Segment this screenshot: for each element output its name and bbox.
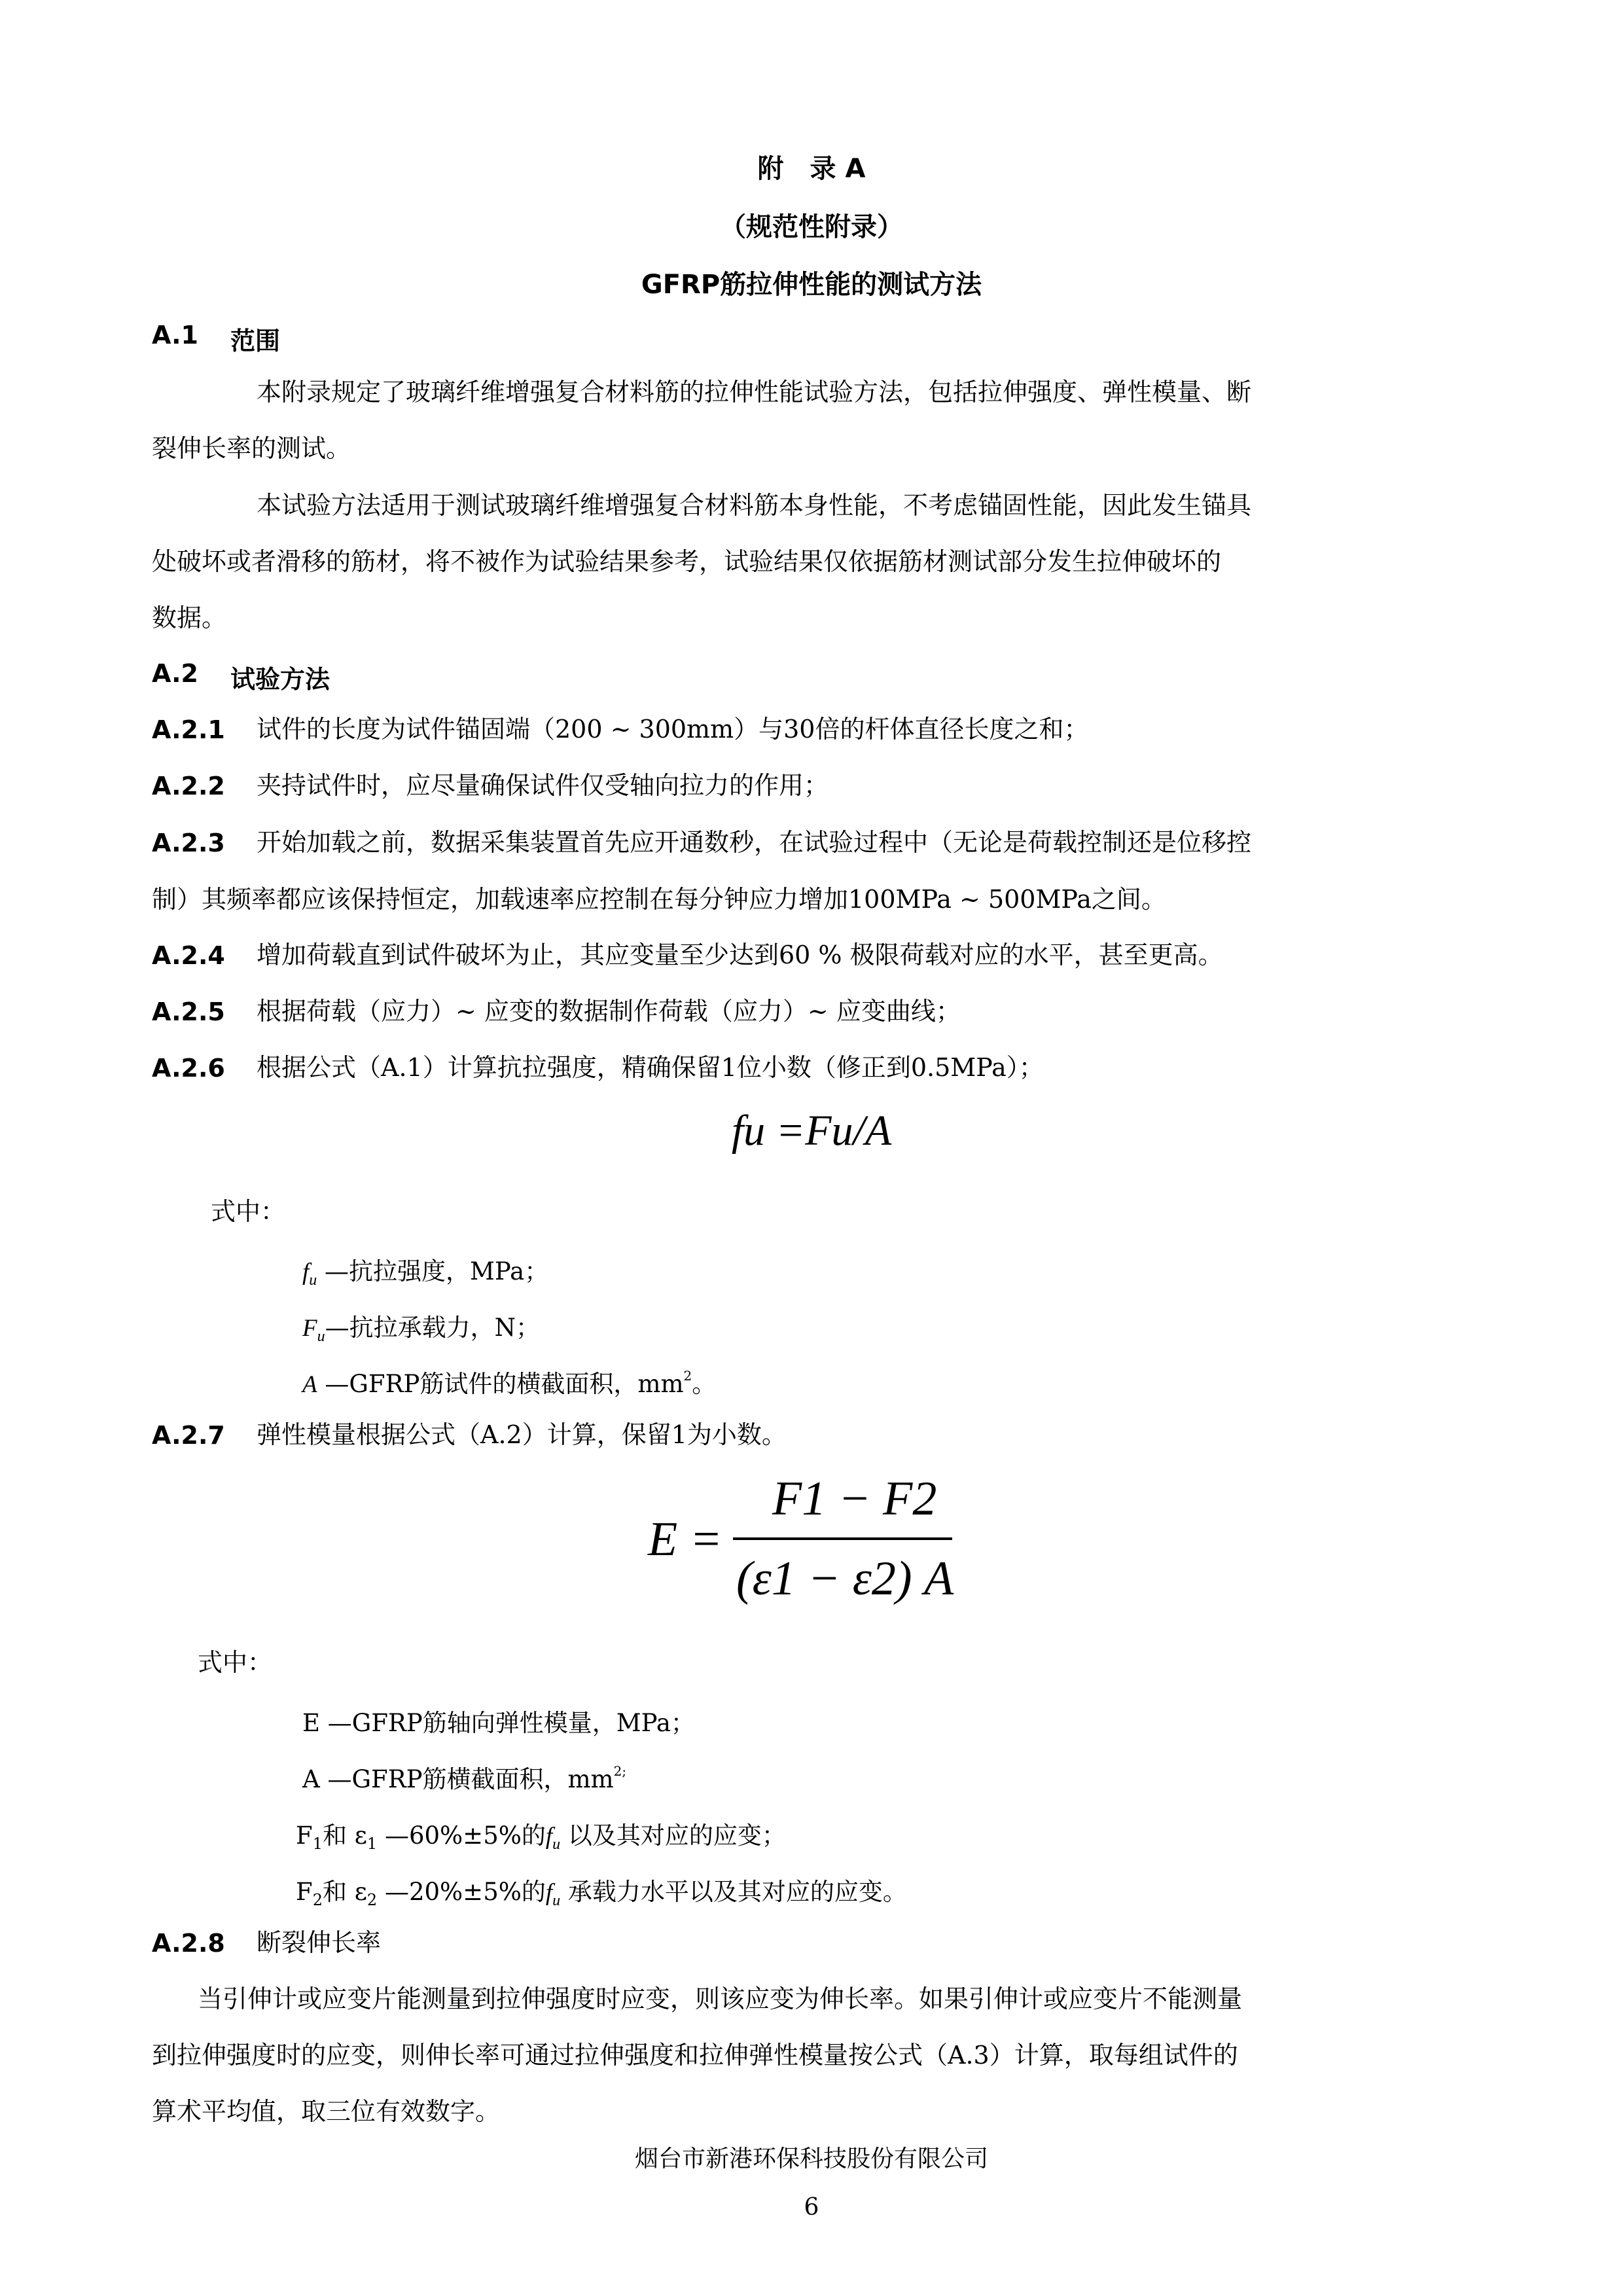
a1-paragraph1-line1: 本附录规定了玻璃纤维增强复合材料筋的拉伸性能试验方法，包括拉伸强度、弹性模量、断 <box>257 378 1252 406</box>
where-label: 式中： <box>211 1197 286 1226</box>
definition-text: —20%±5%的 <box>377 1878 546 1906</box>
section-heading-a2: 试验方法 <box>230 665 330 694</box>
symbol: F <box>296 1821 313 1850</box>
clause-text: 弹性模量根据公式（A.2）计算，保留1为小数。 <box>257 1420 787 1449</box>
section-number-a2: A.2 <box>152 659 198 688</box>
clause-text-continued: 制）其频率都应该保持恒定，加载速率应控制在每分钟应力增加100MPa ~ 500MPa之间。 <box>152 885 1166 914</box>
clause-text: 夹持试件时，应尽量确保试件仅受轴向拉力的作用； <box>257 771 829 800</box>
a1-paragraph2-line2: 处破坏或者滑移的筋材，将不被作为试验结果参考，试验结果仅依据筋材测试部分发生拉伸破坏的 <box>152 547 1222 576</box>
clause-text: 根据荷载（应力）~ 应变的数据制作荷载（应力）~ 应变曲线； <box>257 997 961 1026</box>
symbol: f <box>545 1823 553 1850</box>
where-label: 式中： <box>198 1648 273 1677</box>
subscript: 1 <box>366 1835 378 1853</box>
definition-tail: 。 <box>692 1370 717 1398</box>
footer-company: 烟台市新港环保科技股份有限公司 <box>634 2145 988 2172</box>
clause-number: A.2.6 <box>152 1054 225 1083</box>
definition-text: —GFRP筋试件的横截面积，mm <box>325 1370 684 1398</box>
symbol: f <box>545 1879 553 1906</box>
definition-text: —抗拉强度，MPa； <box>325 1257 549 1285</box>
definition-A <box>302 1364 716 1399</box>
a1-paragraph1-line2: 裂伸长率的测试。 <box>152 434 351 463</box>
definition-F1-e1 <box>296 1816 786 1854</box>
appendix-label: 附 录 A <box>757 154 866 184</box>
symbol: 和 ε <box>322 1878 367 1906</box>
superscript: 2; <box>613 1763 627 1779</box>
clause-number: A.2.3 <box>152 829 225 857</box>
page-number: 6 <box>804 2194 819 2221</box>
clause-text: 开始加载之前，数据采集装置首先应开通数秒，在试验过程中（无论是荷载控制还是位移控 <box>257 828 1252 857</box>
definition-Fu <box>302 1308 540 1346</box>
definition-F2-e2 <box>296 1872 907 1910</box>
definition-text: 以及其对应的应变； <box>560 1821 786 1850</box>
definition-text: —60%±5%的 <box>377 1821 546 1850</box>
clause-number: A.2.5 <box>152 997 225 1026</box>
symbol: F <box>302 1315 317 1342</box>
clause-number: A.2.4 <box>152 941 225 970</box>
subscript: u <box>552 1892 561 1909</box>
formula-tensile-strength: fu =Fu/A <box>731 1107 892 1155</box>
subscript: 2 <box>366 1891 378 1909</box>
clause-number: A.2.1 <box>152 715 225 744</box>
a1-paragraph2-line3: 数据。 <box>152 603 227 632</box>
superscript: 2 <box>683 1368 692 1384</box>
definition-text: A —GFRP筋横截面积，mm <box>302 1765 614 1793</box>
document-title: GFRP筋拉伸性能的测试方法 <box>641 270 982 300</box>
clause-text: 断裂伸长率 <box>257 1928 382 1957</box>
a1-paragraph2-line1: 本试验方法适用于测试玻璃纤维增强复合材料筋本身性能，不考虑锚固性能，因此发生锚具 <box>257 491 1252 520</box>
formula-numerator: F1 − F2 <box>772 1472 937 1526</box>
symbol: F <box>296 1878 313 1906</box>
a28-paragraph-line1: 当引伸计或应变片能测量到拉伸强度时应变，则该应变为伸长率。如果引伸计或应变片不能测量 <box>198 1984 1243 2013</box>
formula-lhs: E = <box>648 1513 722 1566</box>
a28-paragraph-line2: 到拉伸强度时的应变，则伸长率可通过拉伸强度和拉伸弹性模量按公式（A.3）计算，取每组试件的 <box>152 2041 1238 2070</box>
formula-denominator: (ε1 − ε2) A <box>736 1552 954 1605</box>
subscript: u <box>552 1836 561 1853</box>
definition-text: —抗拉承载力，N； <box>325 1314 540 1342</box>
symbol-subscript: u <box>317 1328 325 1345</box>
clause-text: 试件的长度为试件锚固端（200 ~ 300mm）与30倍的杆体直径长度之和； <box>257 715 1089 744</box>
a28-paragraph-line3: 算术平均值，取三位有效数字。 <box>152 2097 501 2126</box>
appendix-type: （规范性附录） <box>720 212 903 242</box>
clause-number: A.2.8 <box>152 1929 225 1958</box>
clause-text: 增加荷载直到试件破坏为止，其应变量至少达到60 % 极限荷载对应的水平，甚至更高。 <box>257 941 1223 969</box>
definition-fu <box>302 1251 548 1289</box>
subscript: 1 <box>312 1835 323 1853</box>
section-number-a1: A.1 <box>152 321 198 350</box>
definition-E: E —GFRP筋轴向弹性模量，MPa； <box>302 1709 695 1737</box>
definition-A2 <box>302 1759 626 1795</box>
definition-text: 承载力水平以及其对应的应变。 <box>560 1878 907 1906</box>
clause-number: A.2.2 <box>152 772 225 800</box>
clause-text: 根据公式（A.1）计算抗拉强度，精确保留1位小数（修正到0.5MPa）； <box>257 1053 1044 1082</box>
fraction-bar <box>733 1537 952 1540</box>
clause-number: A.2.7 <box>152 1421 225 1450</box>
section-heading-a1: 范围 <box>230 327 281 355</box>
symbol: 和 ε <box>322 1821 367 1850</box>
symbol: f <box>302 1259 310 1285</box>
symbol: A <box>302 1371 317 1398</box>
subscript: 2 <box>312 1891 323 1909</box>
symbol-subscript: u <box>309 1272 317 1289</box>
